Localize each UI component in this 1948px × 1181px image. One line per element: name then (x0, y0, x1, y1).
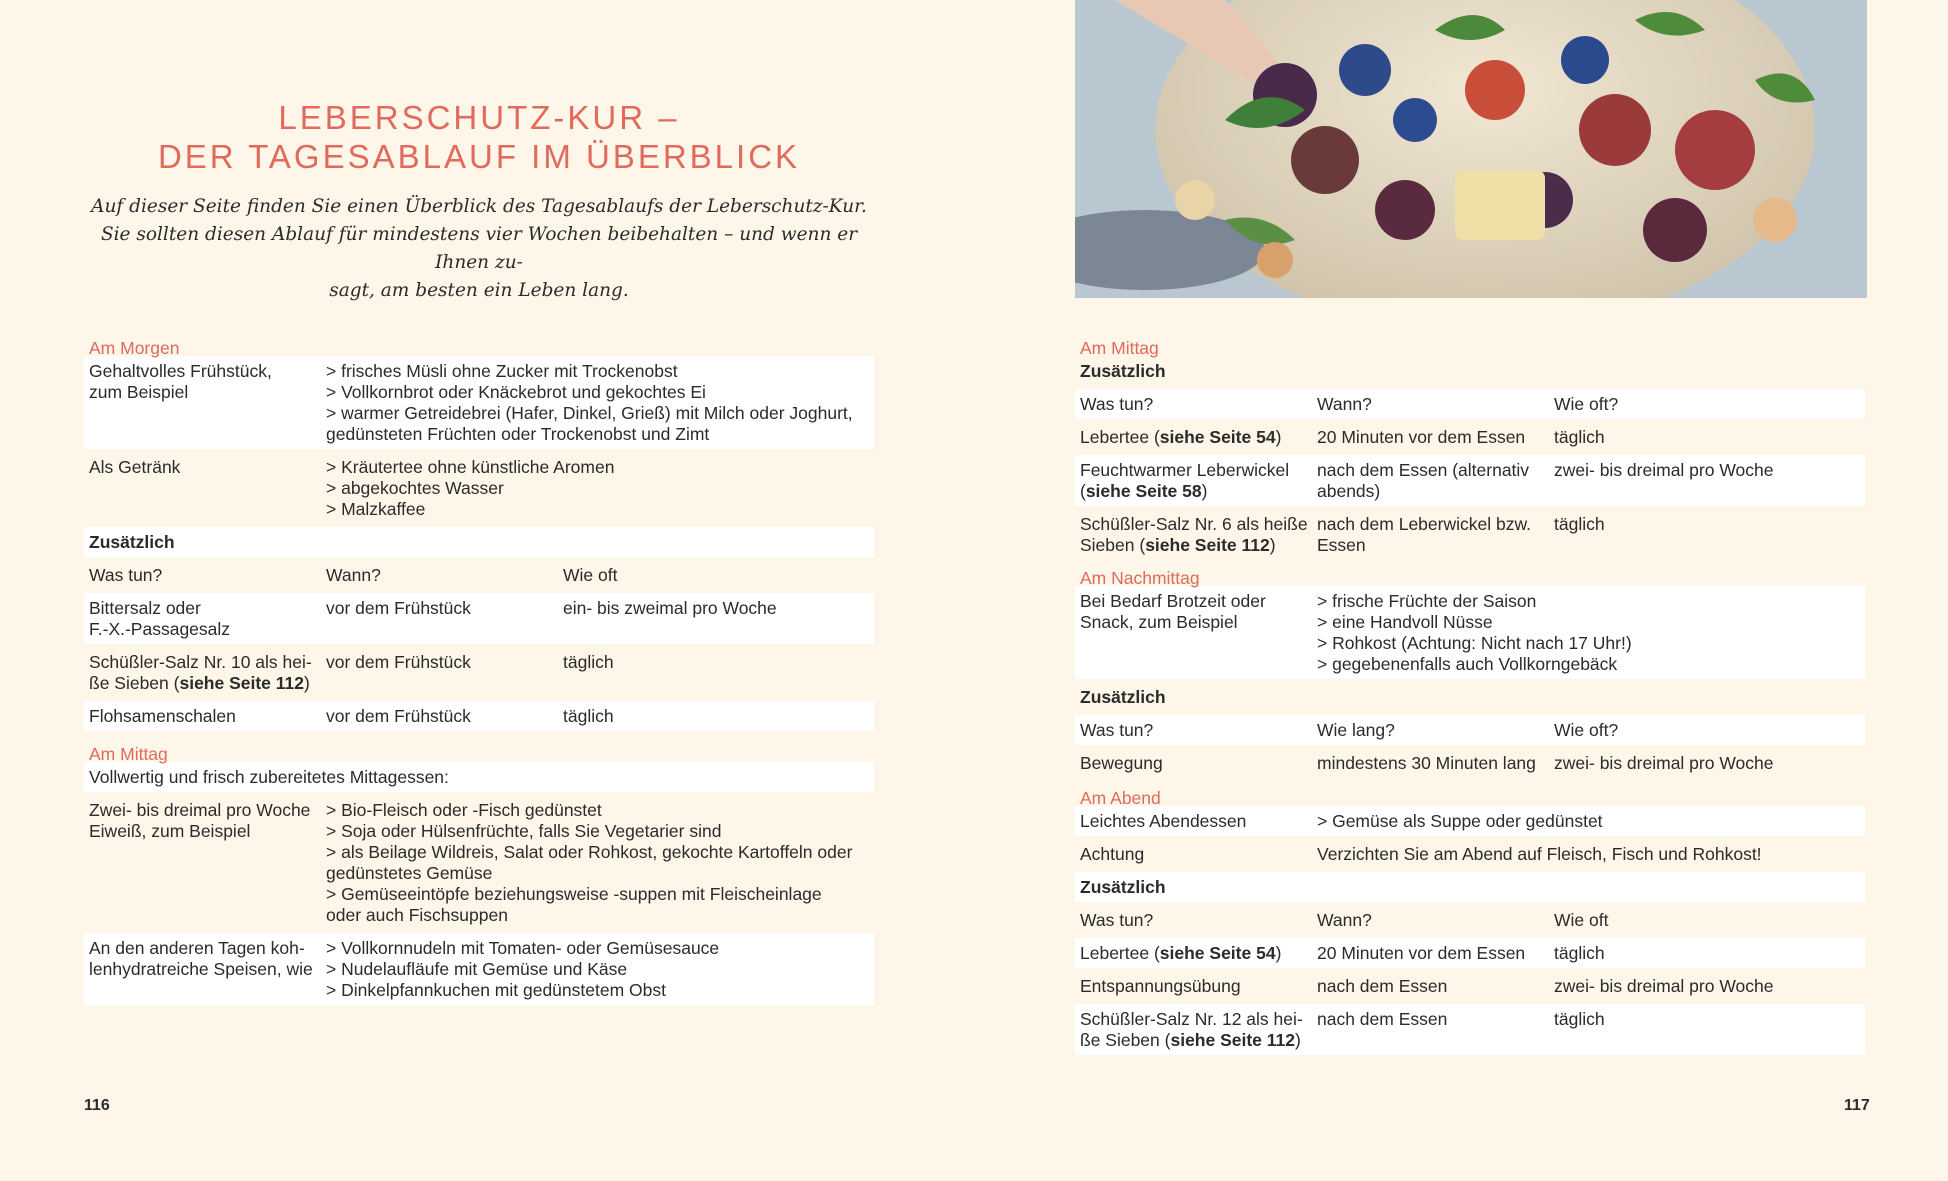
table-row: Feuchtwarmer Leberwickel (siehe Seite 58) nach dem Essen (alternativ abends) zwei- bis dreimal pro Woche (1075, 455, 1865, 506)
table-header: Was tun? Wann? Wie oft (89, 565, 618, 585)
table-row: Zwei- bis dreimal pro Woche Eiweiß, zum Beispiel > Bio-Fleisch oder -Fisch gedünstet > Soja oder Hülsenfrüchte, falls Sie Vegetarier sind > als Beilage Wildreis, Salat oder Rohkost, gekochte Kartoffeln oder gedünstetes Gemüse > Gemüseeintöpfe beziehungsweise -suppen mit Fleischeinlage oder auch Fischsuppen (89, 800, 853, 925)
section-heading-morning: Am Morgen (89, 338, 180, 358)
schedule-table-left (84, 333, 874, 1008)
table-row: Schüßler-Salz Nr. 12 als hei- ße Sieben (siehe Seite 112) nach dem Essen täglich (1075, 1004, 1865, 1055)
page-number: 116 (84, 1097, 110, 1114)
table-row: Lebertee (siehe Seite 54) 20 Minuten vor dem Essen täglich (1075, 938, 1865, 968)
schedule-table-right (1075, 333, 1865, 1058)
section-heading-midday: Am Mittag (89, 744, 168, 764)
table-header: Was tun? Wann? Wie oft? (1075, 389, 1865, 419)
subheading-zusaetzlich: Zusätzlich (84, 527, 874, 557)
table-row: An den anderen Tagen koh- lenhydratreiche Speisen, wie > Vollkornnudeln mit Tomaten- oder Gemüsesauce > Nudelaufläufe mit Gemüse und Käse > Dinkelpfannkuchen mit gedünstetem Obst (84, 933, 874, 1005)
subheading-zusaetzlich: Zusätzlich (1080, 687, 1166, 707)
table-row: Vollwertig und frisch zubereitetes Mittagessen: (84, 762, 874, 792)
table-row: Schüßler-Salz Nr. 6 als heiße Sieben (siehe Seite 112) nach dem Leberwickel bzw. Essen täglich (1080, 514, 1605, 555)
fruit-platter-photo (1075, 0, 1867, 298)
intro-text: Auf dieser Seite finden Sie einen Überblick des Tagesablaufs der Leberschutz-Kur. Sie sollten diesen Ablauf für mindestens vier Wochen beibehalten – und wenn er Ihnen zu- sagt, am besten ein Leben lang. (91, 196, 867, 301)
fruit-platter-image (1075, 0, 1867, 298)
table-row: Entspannungsübung nach dem Essen zwei- bis dreimal pro Woche (1080, 976, 1774, 996)
table-row: Schüßler-Salz Nr. 10 als hei- ße Sieben (siehe Seite 112) vor dem Frühstück täglich (89, 652, 614, 693)
table-row: Flohsamenschalen vor dem Frühstück täglich (84, 701, 874, 731)
section-heading-evening: Am Abend (1080, 788, 1161, 808)
table-row: Bewegung mindestens 30 Minuten lang zwei- bis dreimal pro Woche (1080, 753, 1774, 773)
table-row: Bei Bedarf Brotzeit oder Snack, zum Beispiel > frische Früchte der Saison > eine Handvoll Nüsse > Rohkost (Achtung: Nicht nach 17 Uhr!) > gegebenenfalls auch Vollkorngebäck (1075, 586, 1865, 679)
subheading-zusaetzlich: Zusätzlich (1080, 361, 1166, 381)
table-row: Achtung Verzichten Sie am Abend auf Fleisch, Fisch und Rohkost! (1080, 844, 1762, 864)
section-heading-afternoon: Am Nachmittag (1080, 568, 1200, 588)
subheading-zusaetzlich: Zusätzlich (1075, 872, 1865, 902)
table-header: Was tun? Wie lang? Wie oft? (1075, 715, 1865, 745)
right-page (974, 0, 1948, 1181)
page-title: LEBERSCHUTZ-KUR – DER TAGESABLAUF IM ÜBERBLICK (157, 99, 801, 175)
section-heading-midday: Am Mittag (1080, 338, 1159, 358)
table-row: Gehaltvolles Frühstück, zum Beispiel > frisches Müsli ohne Zucker mit Trockenobst > Vollkornbrot oder Knäckebrot und gekochtes Ei > warmer Getreidebrei (Hafer, Dinkel, Grieß) mit Milch oder Joghurt, gedünsteten Früchten oder Trockenobst und Zimt (84, 356, 874, 449)
page-number: 117 (1844, 1097, 1870, 1114)
table-row: Bittersalz oder F.-X.-Passagesalz vor dem Frühstück ein- bis zweimal pro Woche (84, 593, 874, 644)
table-row: Leichtes Abendessen > Gemüse als Suppe oder gedünstet (1075, 806, 1865, 836)
table-row: Lebertee (siehe Seite 54) 20 Minuten vor dem Essen täglich (1080, 427, 1605, 447)
table-header: Was tun? Wann? Wie oft (1080, 910, 1609, 930)
table-row: Als Getränk > Kräutertee ohne künstliche Aromen > abgekochtes Wasser > Malzkaffee (89, 457, 615, 519)
